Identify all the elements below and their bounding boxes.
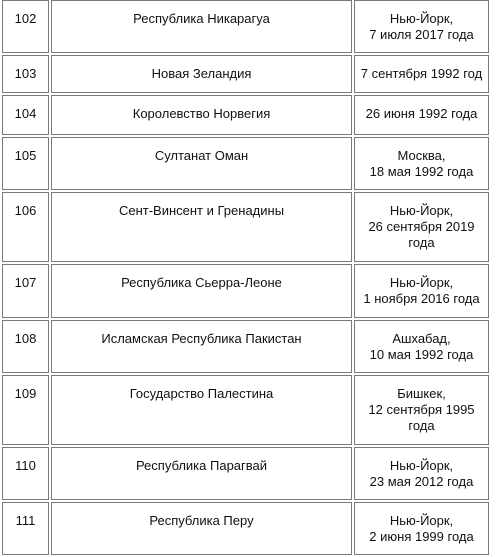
place-date bbox=[354, 320, 489, 373]
row-number: 105 bbox=[2, 137, 49, 190]
row-number: 110 bbox=[2, 447, 49, 500]
date-line: 26 июня 1992 года bbox=[365, 106, 478, 121]
date-line: года bbox=[408, 418, 435, 433]
place-date bbox=[354, 95, 489, 135]
date-line: 10 мая 1992 года bbox=[369, 347, 474, 362]
table-row bbox=[2, 375, 489, 445]
place-line: Нью-Йорк, bbox=[389, 513, 454, 528]
date-line: 18 мая 1992 года bbox=[369, 164, 474, 179]
row-number: 104 bbox=[2, 95, 49, 135]
place-date bbox=[354, 192, 489, 262]
place-date bbox=[354, 502, 489, 555]
place-line: Нью-Йорк, bbox=[389, 275, 454, 290]
row-number: 107 bbox=[2, 264, 49, 318]
place-date bbox=[354, 0, 489, 53]
country-name: Королевство Норвегия bbox=[51, 95, 352, 135]
place-line: Москва, bbox=[397, 148, 446, 163]
country-name: Сент-Винсент и Гренадины bbox=[51, 192, 352, 262]
place-date bbox=[354, 264, 489, 318]
table-row bbox=[2, 55, 489, 93]
country-name: Республика Никарагуа bbox=[51, 0, 352, 53]
date-line: 2 июня 1999 года bbox=[369, 529, 474, 544]
place-date bbox=[354, 55, 489, 93]
row-number: 103 bbox=[2, 55, 49, 93]
date-line: 7 сентября 1992 год bbox=[360, 66, 483, 81]
place-line: Бишкек, bbox=[397, 386, 446, 401]
date-line: 1 ноября 2016 года bbox=[363, 291, 480, 306]
date-line: года bbox=[408, 235, 435, 250]
country-name: Государство Палестина bbox=[51, 375, 352, 445]
place-date bbox=[354, 375, 489, 445]
place-line: Ашхабад, bbox=[392, 331, 451, 346]
table-row bbox=[2, 192, 489, 262]
row-number: 111 bbox=[2, 502, 49, 555]
place-line: Нью-Йорк, bbox=[389, 11, 454, 26]
table-row bbox=[2, 0, 489, 53]
country-name: Республика Парагвай bbox=[51, 447, 352, 500]
date-line: 26 сентября 2019 bbox=[368, 219, 475, 234]
table-row bbox=[2, 95, 489, 135]
row-number: 108 bbox=[2, 320, 49, 373]
country-name: Новая Зеландия bbox=[51, 55, 352, 93]
table-row bbox=[2, 320, 489, 373]
date-line: 23 мая 2012 года bbox=[369, 474, 474, 489]
row-number: 106 bbox=[2, 192, 49, 262]
table-row bbox=[2, 137, 489, 190]
date-line: 7 июля 2017 года bbox=[369, 27, 474, 42]
place-date bbox=[354, 137, 489, 190]
country-name: Исламская Республика Пакистан bbox=[51, 320, 352, 373]
place-line: Нью-Йорк, bbox=[389, 458, 454, 473]
row-number: 109 bbox=[2, 375, 49, 445]
country-name: Республика Сьерра-Леоне bbox=[51, 264, 352, 318]
country-name: Султанат Оман bbox=[51, 137, 352, 190]
row-number: 102 bbox=[2, 0, 49, 53]
place-date bbox=[354, 447, 489, 500]
country-name: Республика Перу bbox=[51, 502, 352, 555]
table-row bbox=[2, 502, 489, 555]
date-line: 12 сентября 1995 bbox=[368, 402, 475, 417]
place-line: Нью-Йорк, bbox=[389, 203, 454, 218]
table-row bbox=[2, 264, 489, 318]
table-row bbox=[2, 447, 489, 500]
